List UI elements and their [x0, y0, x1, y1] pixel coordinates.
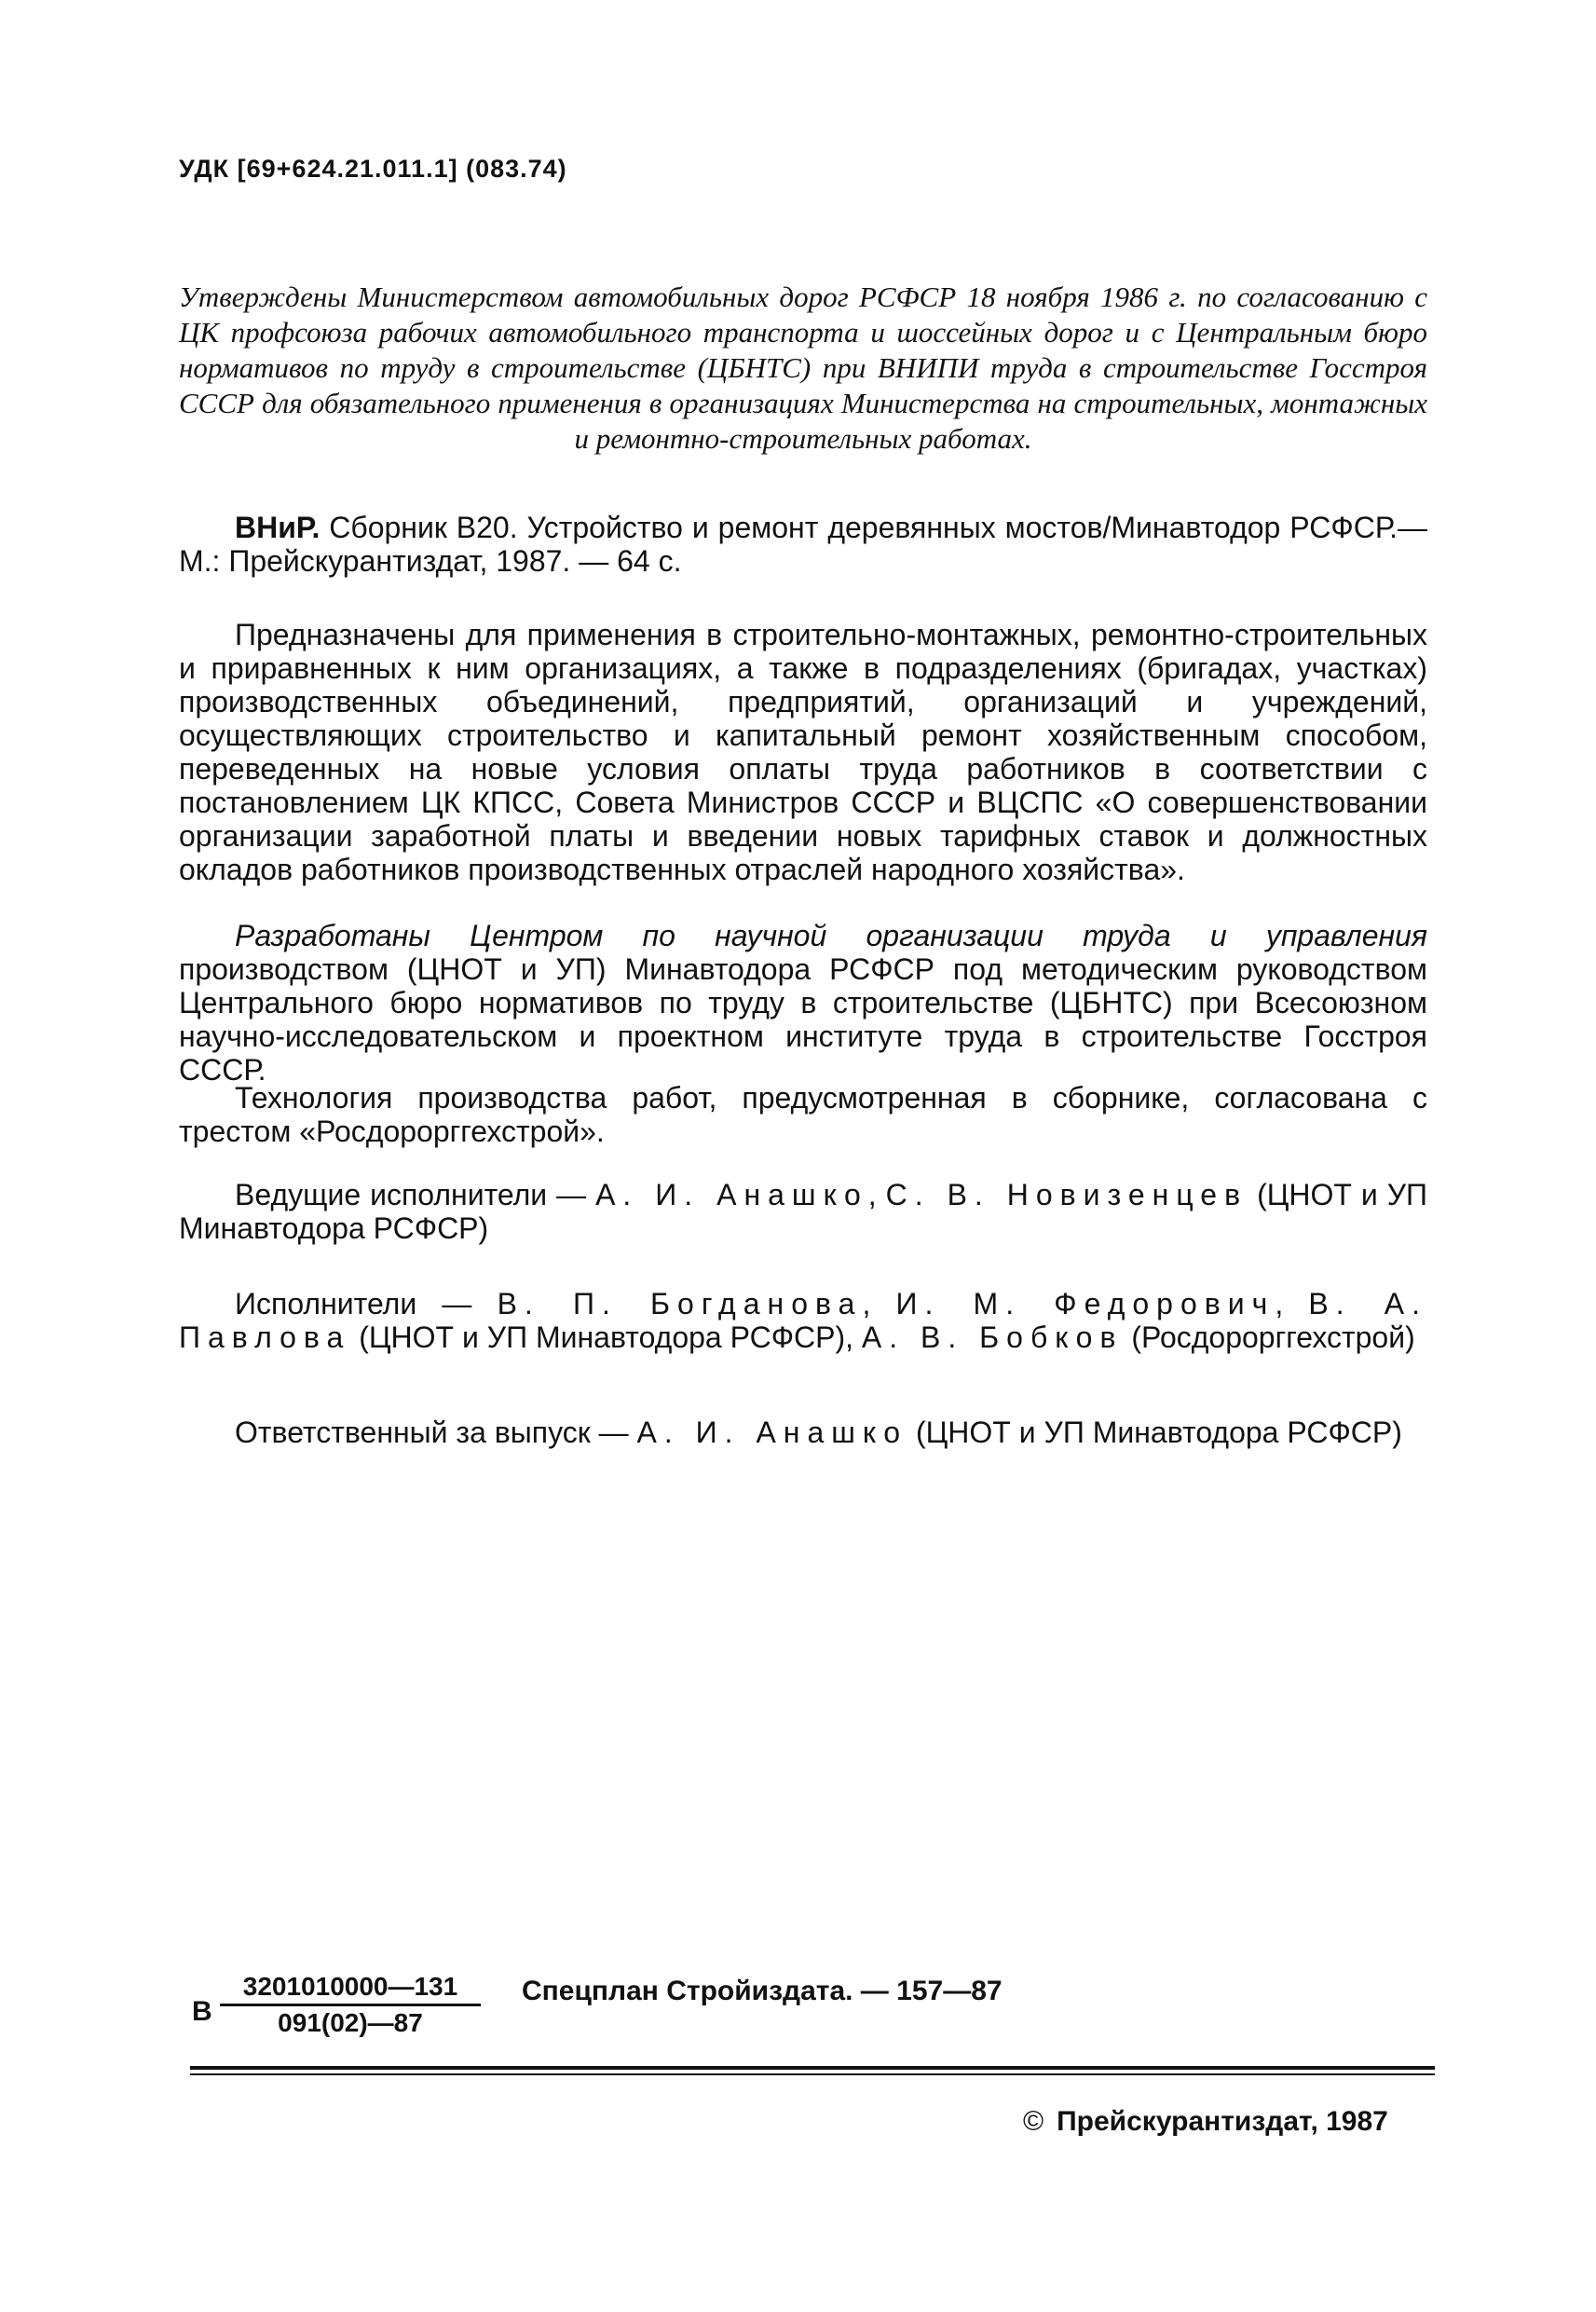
executor-sep-2: , — [1275, 1287, 1309, 1320]
responsible-name: А. И. Анашко — [636, 1416, 908, 1449]
copyright-text: Прейскурантиздат, 1987 — [1057, 2106, 1388, 2137]
executors-label: Исполнители — — [235, 1287, 498, 1320]
responsible-org: (ЦНОТ и УП Минавтодора РСФСР) — [907, 1416, 1402, 1449]
copyright-icon: © — [1023, 2106, 1044, 2137]
leading-name-1: А. И. Анашко — [595, 1178, 868, 1211]
developed-paragraph — [179, 919, 1427, 1087]
leading-label: Ведущие исполнители — — [235, 1178, 596, 1211]
leading-org: (ЦНОТ и УП Минавтодора РСФСР) — [179, 1178, 1428, 1245]
imprint-letter: В — [192, 1996, 212, 2027]
approval-statement: Утверждены Министерством автомобильных дорог РСФСР 18 ноября 1986 г. по согласованию с ЦК профсоюза рабочих автомобильного транспорта и шоссейных дорог и с Центральным бюро нормативов по труду в строительстве (ЦБНТС) при ВНИПИ труда в строительстве Госстроя СССР для обязательного применения в организациях Министерства на строительных, монтажных и ремонтно-строительных работах. — [179, 280, 1427, 455]
executors-org-2: (Росдорорггехстрой) — [1123, 1320, 1415, 1354]
divider-thick — [190, 2066, 1435, 2070]
leading-name-2: С. В. Новизенцев — [885, 1178, 1248, 1211]
leading-executors — [179, 1178, 1427, 1245]
executor-1: В. П. Богданова — [497, 1287, 863, 1320]
executor-sep-1: , — [862, 1287, 896, 1320]
specplan-text: Спецплан Стройиздата. — 157—87 — [522, 1976, 1003, 2006]
biblio-title: ВНиР. — [235, 511, 321, 544]
technology-paragraph: Технология производства работ, предусмотренная в сборнике, согласована с трестом «Росдорорггехстрой». — [179, 1081, 1427, 1148]
imprint-code — [220, 1972, 481, 2038]
divider-thin — [190, 2073, 1435, 2075]
biblio-details: Сборник В20. Устройство и ремонт деревянных мостов/Минавтодор РСФСР.—М.: Прейскурантиздат, 1987. — 64 с. — [179, 511, 1427, 578]
developed-rest: производством (ЦНОТ и УП) Минавтодора РСФСР под методическим руководством Центрального бюро нормативов по труду в строительстве (ЦБНТС) при Всесоюзном научно-исследовательском и проектном институте труда в строительстве Госстроя СССР. — [179, 952, 1427, 1087]
developed-italic: Разработаны Центром по научной организации труда и управления — [235, 919, 1427, 952]
executors-org-1: (ЦНОТ и УП Минавтодора РСФСР), — [350, 1320, 862, 1354]
leading-sep: , — [867, 1178, 886, 1211]
copyright-line — [1023, 2106, 1388, 2138]
responsible-label: Ответственный за выпуск — — [235, 1416, 637, 1449]
bibliographic-entry — [179, 511, 1427, 578]
imprint-denominator: 091(02)—87 — [278, 2008, 423, 2037]
executors — [179, 1287, 1427, 1354]
udk-code: УДК [69+624.21.011.1] (083.74) — [179, 155, 567, 183]
executor-4: А. В. Бобков — [861, 1320, 1124, 1354]
responsible-person — [179, 1416, 1427, 1449]
purpose-paragraph: Предназначены для применения в строительно-монтажных, ремонтно-строительных и приравненных к ним организациях, а также в подразделениях (бригадах, участках) производственных объединений, предприятий, организаций и учреждений, осуществляющих строительство и капитальный ремонт хозяйственным способом, переведенных на новые условия оплаты труда работников в соответствии с постановлением ЦК КПСС, Совета Министров СССР и ВЦСПС «О совершенствовании организации заработной платы и введении новых тарифных ставок и должностных окладов работников производственных отраслей народного хозяйства». — [179, 618, 1427, 886]
imprint-numerator: 3201010000—131 — [220, 1972, 481, 2006]
executor-2: И. М. Федорович — [895, 1287, 1275, 1320]
executor-3: В. А. Павлова — [179, 1287, 1428, 1354]
